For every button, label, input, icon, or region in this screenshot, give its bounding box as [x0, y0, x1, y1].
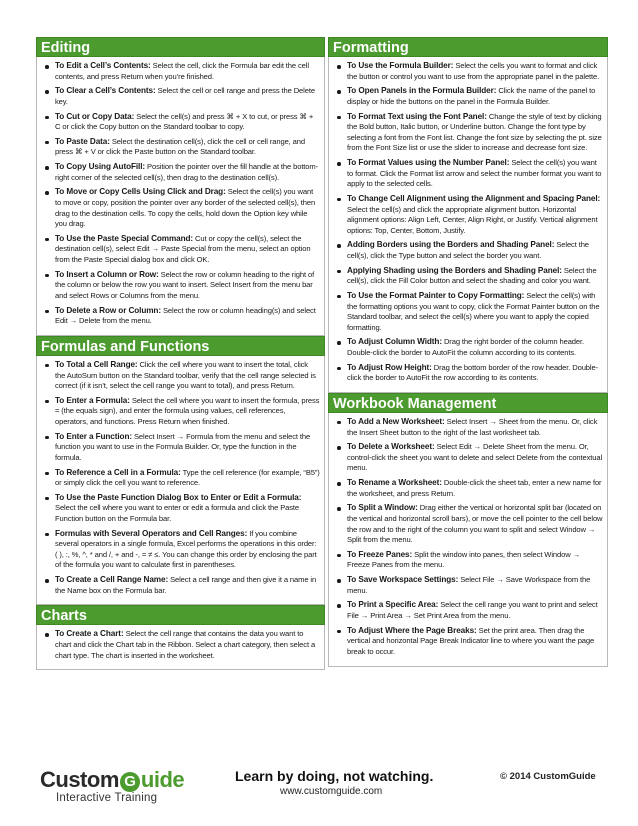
- left-column: [36, 37, 325, 670]
- section-header-charts: Charts: [36, 605, 325, 625]
- right-column: [328, 37, 608, 667]
- tip-text: Select the row or column heading to the right of the column or below the row you want to insert. Select Insert from the menu bar and select Rows or Columns from the menu.: [55, 269, 315, 300]
- tip-title: To Change Cell Alignment using the Alignment and Spacing Panel:: [347, 193, 601, 203]
- tip-title: To Delete a Worksheet:: [347, 442, 435, 452]
- tip-text: Select Edit → Delete Sheet from the menu. Or, control-click the sheet you want to delete and select Delete from the contextual menu.: [347, 442, 603, 473]
- tip-title: To Total a Cell Range:: [55, 359, 138, 369]
- tip-text: Select the cell(s) and press ⌘ + X to cut, or press ⌘ + C or click the Copy button on the Standard toolbar to copy.: [55, 111, 314, 132]
- tip-text: Cut or copy the cell(s), select the destination cell(s), select Edit → Paste Special from the menu, select an option from the Paste Special dialog box and click OK.: [55, 233, 311, 265]
- section-header-formulas: Formulas and Functions: [36, 336, 325, 356]
- tip-text: Select the cell(s), click the Type button and select the border you want.: [347, 240, 589, 260]
- logo-suffix: uide: [140, 767, 185, 792]
- tagline: Learn by doing, not watching.: [235, 768, 434, 784]
- tip-item: [333, 600, 603, 621]
- section-body-editing: [36, 57, 325, 336]
- tip-item: [41, 270, 320, 302]
- tip-text: Select the cell(s), click the Fill Color button and select the shading and color you want.: [347, 265, 597, 286]
- tip-item: [41, 162, 320, 183]
- tip-text: Select Insert → Sheet from the menu. Or, click the Insert Sheet button to the right of the last worksheet tab.: [347, 416, 598, 437]
- tip-item: [41, 396, 320, 428]
- section-body-charts: [36, 625, 325, 670]
- tip-text: Select Insert → Formula from the menu and select the function you want to use in the Formula Builder. Or, type the function in the formula.: [55, 431, 311, 462]
- tip-title: To Edit a Cell’s Contents:: [55, 61, 151, 70]
- tip-text: Split the window into panes, then select Window → Freeze Panes from the menu.: [347, 549, 581, 570]
- tip-title: To Adjust Row Height:: [347, 362, 432, 372]
- tip-title: To Cut or Copy Data:: [55, 111, 135, 121]
- tip-title: To Insert a Column or Row:: [55, 269, 159, 279]
- tip-title: To Use the Format Painter to Copy Formatting:: [347, 290, 525, 300]
- tip-title: To Enter a Function:: [55, 431, 132, 441]
- tip-text: Click the cell where you want to insert the total, click the AutoSum button on the Standard toolbar, verify that the cell range selected is correct (if it isn’t, select the cell range you want to total), and press Return.: [55, 359, 316, 391]
- tip-item: [333, 626, 603, 658]
- tip-title: To Use the Formula Builder:: [347, 61, 454, 70]
- tip-item: [41, 360, 320, 392]
- tip-title: To Clear a Cell’s Contents:: [55, 86, 156, 96]
- formulas-section: [36, 336, 325, 606]
- tip-text: Drag the bottom border of the row header. Double-click the border to AutoFit the row according to its contents.: [347, 362, 598, 383]
- tip-text: Select the cells you want to format and click the button or control you want to use from the appropriate panel in the palette.: [347, 61, 600, 81]
- tip-list-workbook: [333, 417, 603, 658]
- tip-item: [41, 86, 320, 107]
- tip-text: Drag either the vertical or horizontal split bar (located on the vertical and horizontal scroll bars), or move the cell pointer to the cell below the row and to the right of the column you want to split and select Window → Split from the menu.: [347, 503, 603, 545]
- tip-title: To Enter a Formula:: [55, 395, 130, 405]
- tip-text: Click the name of the panel to display or hide the buttons on the panel in the Formula Builder.: [347, 86, 596, 106]
- tip-text: Select the destination cell(s), click the cell or cell range, and press ⌘ + V or click the Paste button on the Standard toolbar.: [55, 136, 305, 157]
- footer: [0, 765, 638, 825]
- tip-text: Type the cell reference (for example, “B5”) or simply click the cell you want to reference.: [55, 467, 320, 488]
- tip-item: [41, 493, 320, 525]
- tip-title: To Print a Specific Area:: [347, 600, 439, 610]
- tip-title: To Add a New Worksheet:: [347, 416, 445, 426]
- logo-g-icon: G: [120, 772, 140, 792]
- tip-title: To Open Panels in the Formula Builder:: [347, 86, 497, 96]
- customguide-logo[interactable]: [40, 768, 184, 804]
- tip-item: [333, 337, 603, 358]
- logo-prefix: Custom: [40, 767, 119, 792]
- tip-text: Select the cell range that contains the data you want to chart and click the Chart tab in the Ribbon. Select a chart category, then select a chart type. The chart is inserted in the worksheet.: [55, 629, 316, 660]
- tip-text: Change the style of text by clicking the Bold button, Italic button, or Underline button. Change the font type by selecting a font from the Font list. Change the font size by selecting the pt. size from the Font Size list or use the slider to increase and decrease font size.: [347, 111, 602, 153]
- tip-text: Select the cell range you want to print and select File → Print Area → Set Print Area from the menu.: [347, 600, 598, 621]
- tip-item: [333, 266, 603, 287]
- tip-item: [333, 158, 603, 190]
- tip-title: To Create a Chart:: [55, 629, 124, 639]
- tip-text: Position the pointer over the fill handle at the bottom-right corner of the selected cell(s), then drag to the destination cell(s).: [55, 162, 319, 182]
- tip-item: [41, 306, 320, 327]
- tip-item: [333, 61, 603, 82]
- tip-title: To Use the Paste Function Dialog Box to Enter or Edit a Formula:: [55, 492, 302, 502]
- tip-item: [333, 240, 603, 261]
- section-body-formulas: [36, 356, 325, 606]
- tip-title: Formulas with Several Operators and Cell Ranges:: [55, 528, 248, 538]
- tip-text: Select the row or column heading(s) and select Edit → Delete from the menu.: [55, 305, 316, 326]
- section-body-formatting: [328, 57, 608, 393]
- tip-text: Select the cell(s) you want to move or copy, position the pointer over any border of the selected cell(s), then drag to the destination cells. To copy the cells, hold down the Option key while you drag.: [55, 187, 316, 229]
- tip-text: Select a cell range and then give it a name in the Name box on the Formula bar.: [55, 575, 317, 595]
- tip-text: Select the cell(s) with the formatting options you want to copy, click the Format Painter button on the Standard toolbar, and select the cell(s) where you want to apply the copied formatting.: [347, 290, 600, 332]
- tip-item: [333, 550, 603, 571]
- tip-text: Select File → Save Workspace from the menu.: [347, 575, 591, 595]
- logo-subtitle: Interactive Training: [56, 792, 158, 804]
- tip-item: [333, 363, 603, 384]
- section-header-workbook: Workbook Management: [328, 393, 608, 413]
- tip-list-editing: [41, 61, 320, 327]
- tip-list-formulas: [41, 360, 320, 596]
- tip-item: [333, 575, 603, 596]
- copyright: © 2014 CustomGuide: [500, 771, 596, 782]
- tip-item: [333, 112, 603, 154]
- formatting-section: [328, 37, 608, 393]
- tip-item: [41, 468, 320, 489]
- tip-text: Double-click the sheet tab, enter a new name for the worksheet, and press Return.: [347, 478, 602, 498]
- tip-item: [333, 417, 603, 438]
- section-header-formatting: Formatting: [328, 37, 608, 57]
- tip-item: [333, 194, 603, 236]
- tip-title: To Reference a Cell in a Formula:: [55, 467, 181, 477]
- tip-item: [333, 86, 603, 107]
- tip-text: Select the cell or cell range and press the Delete key.: [55, 86, 315, 106]
- tip-text: Select the cell(s) you want to format. Click the Format list arrow and select the number format you want to apply to the selected cells.: [347, 158, 602, 189]
- tip-item: [333, 503, 603, 545]
- tip-item: [333, 442, 603, 474]
- tip-item: [41, 137, 320, 158]
- tip-item: [333, 478, 603, 499]
- charts-section: [36, 605, 325, 670]
- tip-item: [41, 629, 320, 661]
- tip-item: [41, 234, 320, 266]
- tip-title: To Freeze Panes:: [347, 549, 413, 559]
- tip-text: Set the print area. Then drag the vertical and horizontal Page Break Indicator line to where you want the page break to occur.: [347, 625, 595, 656]
- tip-text: Drag the right border of the column header. Double-click the border to AutoFit the column according to its contents.: [347, 337, 584, 357]
- tip-item: [41, 575, 320, 596]
- tip-item: [41, 187, 320, 229]
- logo-wordmark: [40, 768, 184, 792]
- tip-item: [333, 291, 603, 333]
- tip-title: To Format Values using the Number Panel:: [347, 158, 510, 168]
- tip-list-formatting: [333, 61, 603, 384]
- tip-text: Select the cell where you want to enter or edit a formula and click the Paste Function button on the Formula bar.: [55, 503, 300, 523]
- editing-section: [36, 37, 325, 336]
- tip-text: Select the cell, click the Formula bar edit the cell contents, and press Return when you’re finished.: [55, 61, 309, 81]
- tip-title: To Format Text using the Font Panel:: [347, 111, 487, 121]
- tip-title: To Paste Data:: [55, 136, 110, 146]
- tip-title: To Adjust Where the Page Breaks:: [347, 625, 477, 635]
- tip-item: [41, 529, 320, 571]
- tip-title: To Split a Window:: [347, 503, 418, 513]
- tip-title: To Use the Paste Special Command:: [55, 233, 194, 243]
- website-link[interactable]: www.customguide.com: [280, 786, 383, 797]
- tip-item: [41, 61, 320, 82]
- tip-text: If you combine several operators in a single formula, Excel performs the operations in this order: ( ), :, %, ^, * and /, + and -, = ≠ ≤. You can change this order by enclosing the part of the formula you want to calculate first in parentheses.: [55, 528, 317, 570]
- tip-title: Adding Borders using the Borders and Shading Panel:: [347, 240, 555, 250]
- section-header-editing: Editing: [36, 37, 325, 57]
- tip-item: [41, 432, 320, 464]
- tip-title: To Create a Cell Range Name:: [55, 575, 169, 585]
- tip-title: To Save Workspace Settings:: [347, 575, 459, 585]
- tip-list-charts: [41, 629, 320, 661]
- tip-item: [41, 112, 320, 133]
- tip-title: To Adjust Column Width:: [347, 337, 442, 347]
- tip-text: Select the cell where you want to insert the formula, press = (the equals sign), and enter the formula using values, cell references, operators, and functions. Press Return when finished.: [55, 395, 320, 426]
- tip-title: To Copy Using AutoFill:: [55, 162, 146, 172]
- tip-title: To Delete a Row or Column:: [55, 305, 161, 315]
- tip-title: To Rename a Worksheet:: [347, 478, 442, 488]
- tip-title: To Move or Copy Cells Using Click and Drag:: [55, 187, 226, 197]
- tip-title: Applying Shading using the Borders and Shading Panel:: [347, 265, 562, 275]
- workbook-section: [328, 393, 608, 667]
- section-body-workbook: [328, 413, 608, 667]
- tip-text: Select the cell(s) and click the appropriate alignment button. Horizontal alignment options: Align Left, Center, Align Right, or Justify. Vertical alignment options: Top, Center, Bottom, Justify.: [347, 204, 598, 235]
